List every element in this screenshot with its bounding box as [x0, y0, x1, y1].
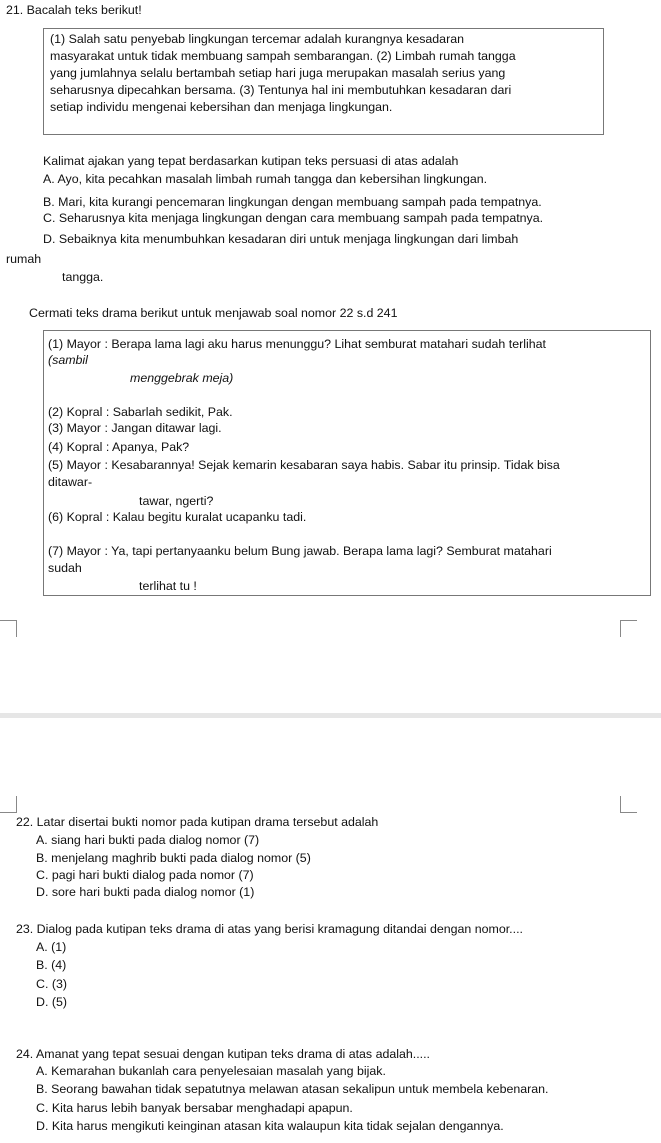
passage-line: yang jumlahnya selalu bertambah setiap hari juga merupakan masalah serius yang [50, 66, 506, 80]
crop-mark [0, 796, 17, 813]
dialog-line-2: (2) Kopral : Sabarlah sedikit, Pak. [48, 405, 233, 419]
passage-line: seharusnya dipecahkan bersama. (3) Tentunya hal ini membutuhkan kesadaran dari [50, 83, 512, 97]
crop-mark [620, 796, 637, 813]
q21-question: Kalimat ajakan yang tepat berdasarkan kutipan teks persuasi di atas adalah [43, 154, 459, 168]
dialog-line-1: (1) Mayor : Berapa lama lagi aku harus menunggu? Lihat semburat matahari sudah terlihat [48, 337, 546, 351]
drama-box [43, 330, 651, 596]
passage-line: masyarakat untuk tidak membuang sampah sembarangan. (2) Limbah rumah tangga [50, 49, 516, 63]
dialog-line-3: (3) Mayor : Jangan ditawar lagi. [48, 421, 222, 435]
q24-option-d: D. Kita harus mengikuti keinginan atasan kita walaupun kita tidak sejalan dengannya. [36, 1119, 504, 1133]
q21-option-d-wrap: rumah [6, 252, 42, 266]
dialog-line-6: (6) Kopral : Kalau begitu kuralat ucapanku tadi. [48, 510, 307, 524]
passage-line: (1) Salah satu penyebab lingkungan tercemar adalah kurangnya kesadaran [50, 32, 464, 46]
dialog-line-7-wrap: sudah [48, 561, 82, 575]
q24-question: 24. Amanat yang tepat sesuai dengan kutipan teks drama di atas adalah..... [16, 1047, 430, 1061]
q23-option-c: C. (3) [36, 977, 67, 991]
drama-intro: Cermati teks drama berikut untuk menjawab soal nomor 22 s.d 241 [29, 306, 398, 320]
q23-option-d: D. (5) [36, 995, 67, 1009]
q22-question: 22. Latar disertai bukti nomor pada kutipan drama tersebut adalah [16, 815, 379, 829]
q23-question: 23. Dialog pada kutipan teks drama di atas yang berisi kramagung ditandai dengan nomor.... [16, 922, 523, 936]
q23-option-a: A. (1) [36, 940, 67, 954]
dialog-line-5: (5) Mayor : Kesabarannya! Sejak kemarin kesabaran saya habis. Sabar itu prinsip. Tidak bisa [48, 458, 560, 472]
q21-option-c: C. Seharusnya kita menjaga lingkungan dengan cara membuang sampah pada tempatnya. [43, 211, 544, 225]
page-separator [0, 713, 661, 718]
passage-line: setiap individu mengenai kebersihan dan menjaga lingkungan. [50, 100, 393, 114]
q24-option-c: C. Kita harus lebih banyak bersabar menghadapi apapun. [36, 1101, 353, 1115]
q23-option-b: B. (4) [36, 958, 67, 972]
dialog-line-7-wrap: terlihat tu ! [139, 579, 197, 593]
q21-title: 21. Bacalah teks berikut! [6, 3, 142, 17]
q21-option-d: D. Sebaiknya kita menumbuhkan kesadaran diri untuk menjaga lingkungan dari limbah [43, 232, 519, 246]
q22-option-a: A. siang hari bukti pada dialog nomor (7) [36, 833, 260, 847]
dialog-line-1-stage: menggebrak meja) [130, 371, 234, 385]
q21-option-b: B. Mari, kita kurangi pencemaran lingkungan dengan membuang sampah pada tempatnya. [43, 195, 542, 209]
q22-option-b: B. menjelang maghrib bukti pada dialog nomor (5) [36, 851, 311, 865]
q22-option-d: D. sore hari bukti pada dialog nomor (1) [36, 885, 255, 899]
crop-mark [0, 620, 17, 637]
dialog-line-5-wrap: tawar, ngerti? [139, 494, 214, 508]
q21-option-a: A. Ayo, kita pecahkan masalah limbah rumah tangga dan kebersihan lingkungan. [43, 172, 488, 186]
dialog-line-5-wrap: ditawar- [48, 475, 93, 489]
q22-option-c: C. pagi hari bukti dialog pada nomor (7) [36, 868, 254, 882]
crop-mark [620, 620, 637, 637]
q21-passage-box [43, 28, 604, 135]
q21-option-d-wrap: tangga. [62, 270, 104, 284]
dialog-line-4: (4) Kopral : Apanya, Pak? [48, 440, 190, 454]
dialog-line-7: (7) Mayor : Ya, tapi pertanyaanku belum Bung jawab. Berapa lama lagi? Semburat matahari [48, 544, 552, 558]
q24-option-a: A. Kemarahan bukanlah cara penyelesaian masalah yang bijak. [36, 1064, 386, 1078]
q24-option-b: B. Seorang bawahan tidak sepatutnya melawan atasan sekalipun untuk membela kebenaran. [36, 1082, 549, 1096]
dialog-line-1-stage: (sambil [48, 353, 88, 367]
